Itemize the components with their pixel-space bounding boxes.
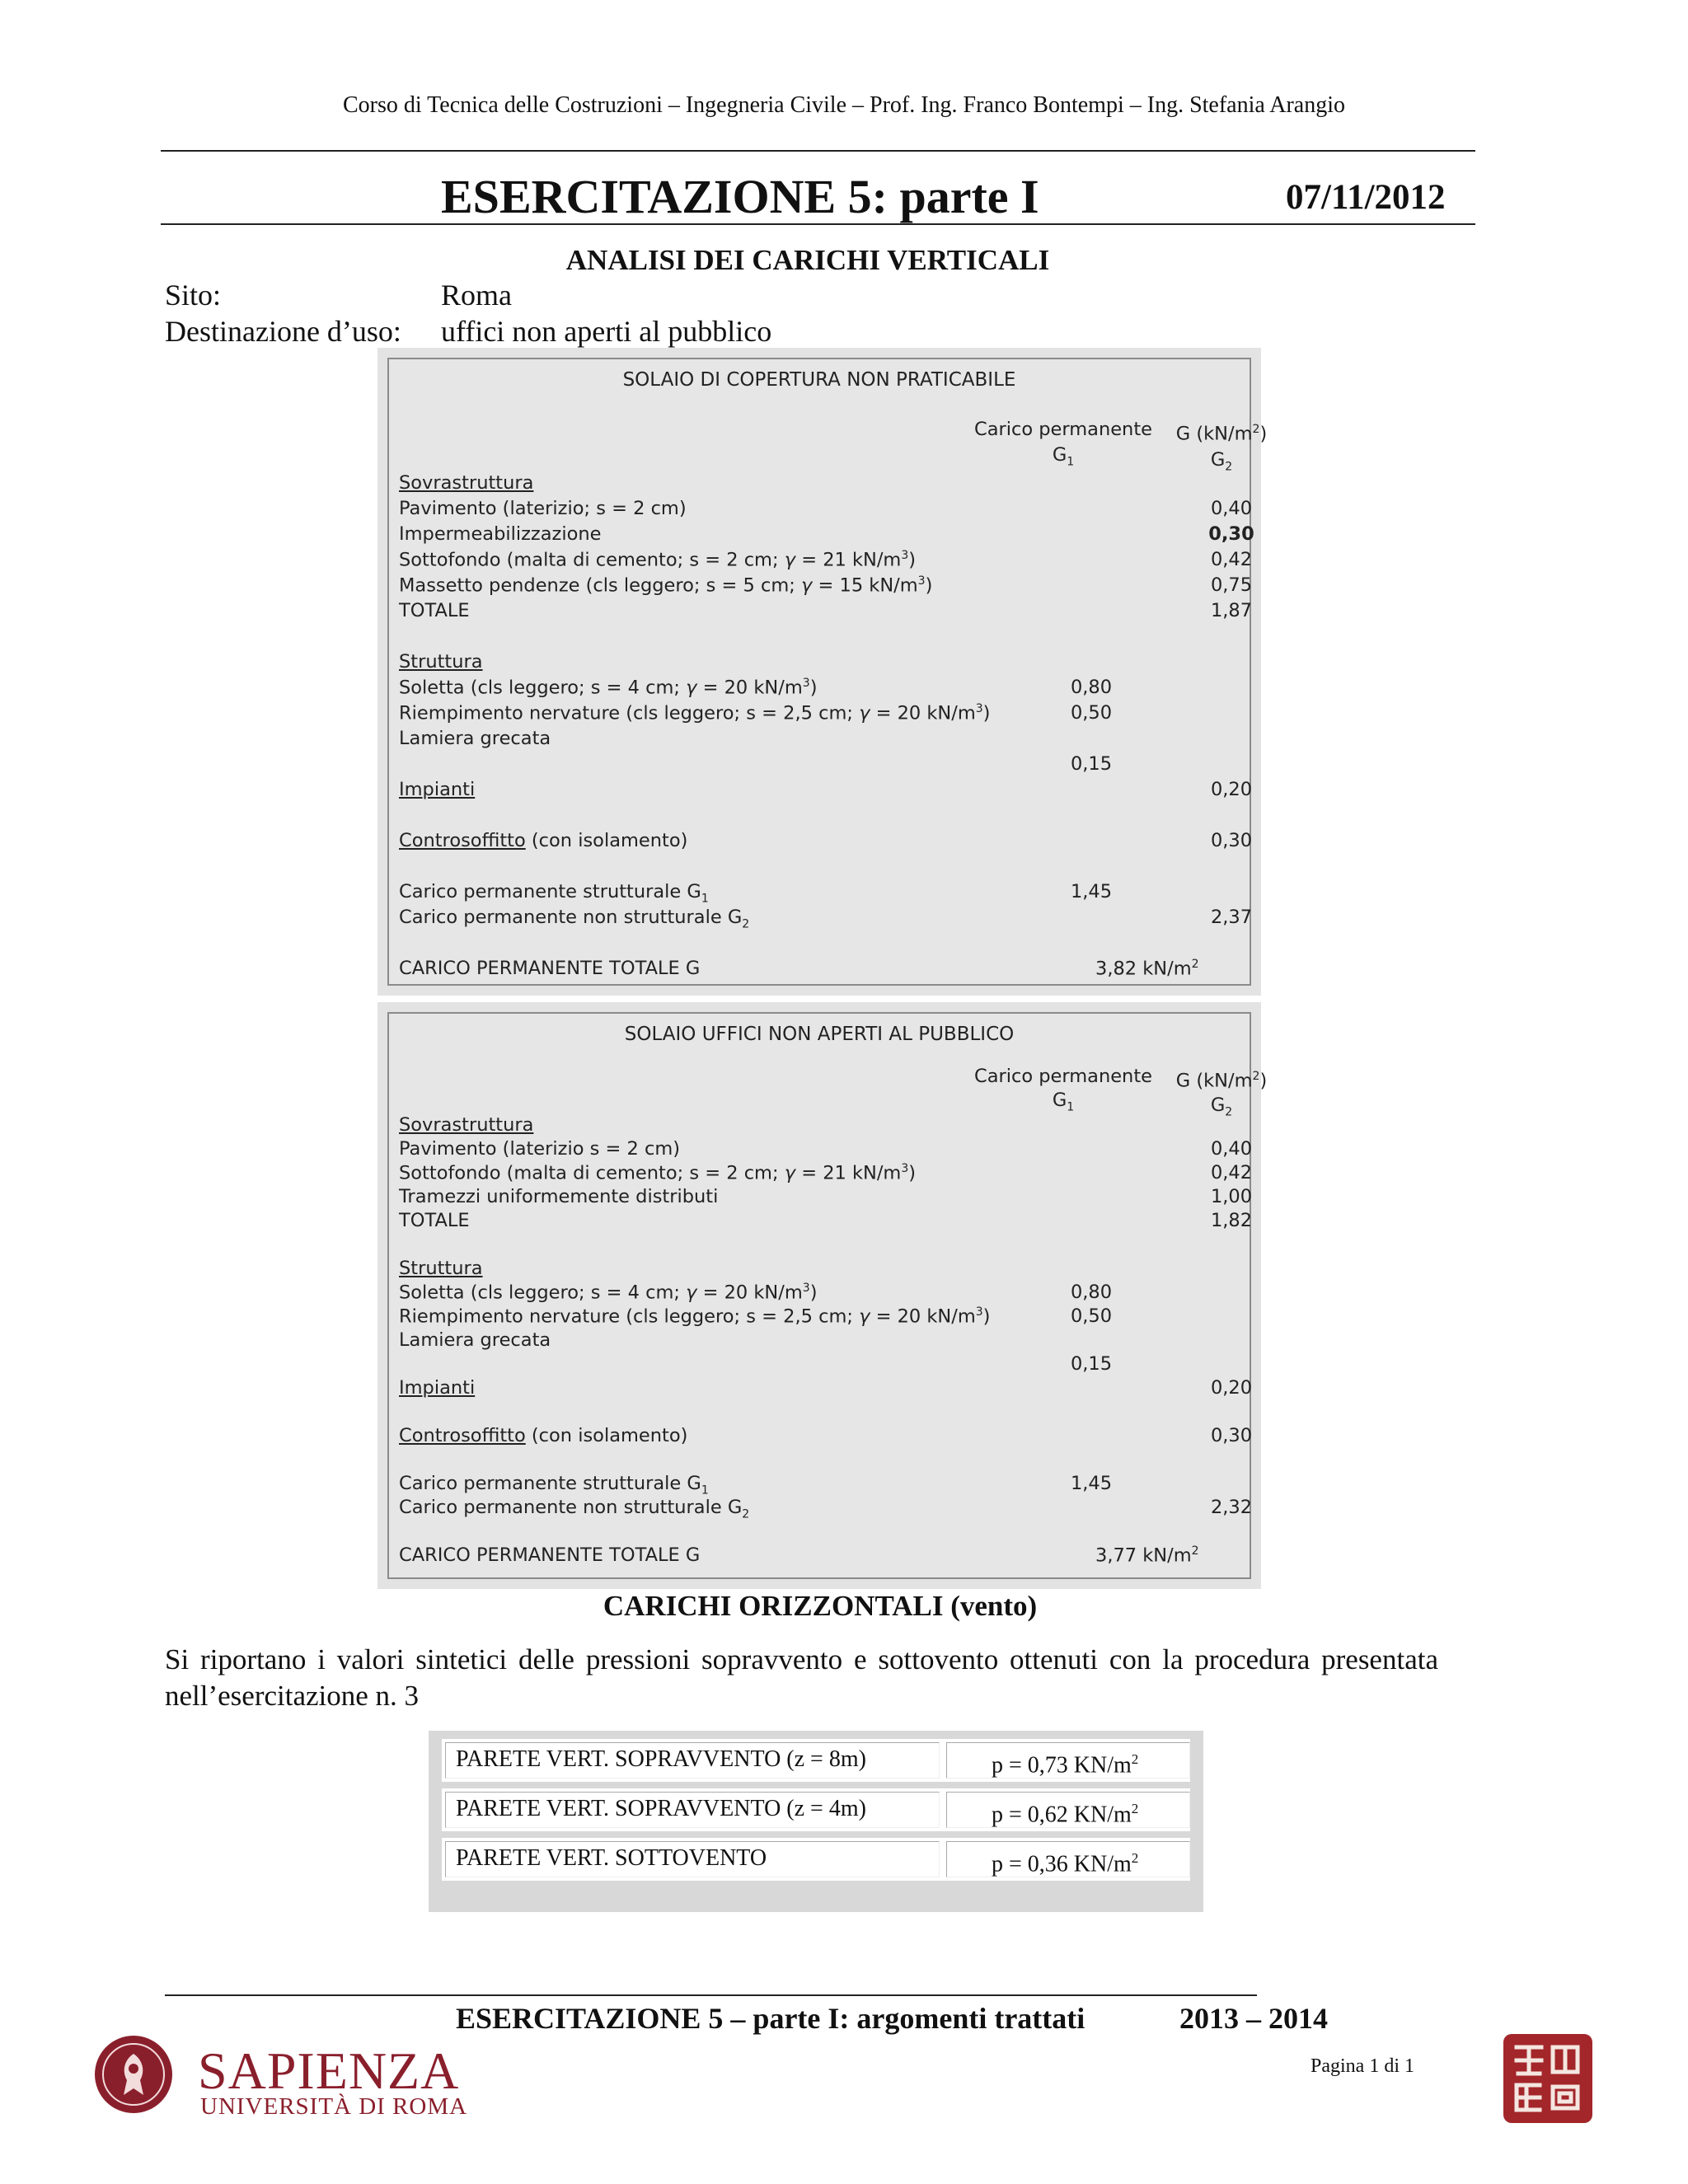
section-title-vertical-loads: ANALISI DEI CARICHI VERTICALI <box>565 244 1050 276</box>
table-row: Controsoffitto (con isolamento) 0,30 <box>399 1425 1256 1446</box>
value-g1: 0,15 <box>1070 753 1113 775</box>
value-g2: 2,37 <box>1210 907 1253 928</box>
value-g2: 0,40 <box>1210 498 1253 519</box>
footer-year: 2013 – 2014 <box>1179 2002 1328 2035</box>
header-rule <box>161 150 1475 152</box>
table-row: Soletta (cls leggero; s = 4 cm; γ = 20 $kN/m^3$) 0,80 <box>399 1282 1256 1304</box>
group-heading: Sovrastruttura <box>399 472 534 494</box>
table-row: Sottofondo (malta di cemento; s = 2 cm; γ = 21 $kN/m^3$) 0,42 <box>399 1162 1256 1184</box>
wind-value: p = 0,62 $KN/m^2$ <box>946 1792 1190 1828</box>
wind-label: PARETE VERT. SOTTOVENTO <box>445 1841 940 1877</box>
value-g1: 1,45 <box>1070 881 1113 902</box>
table-row: Massetto pendenze (cls leggero; s = 5 cm; γ = 15 $kN/m^3$) 0,75 <box>399 574 1256 597</box>
table-roof-slab <box>377 348 1268 996</box>
value-g2: 0,20 <box>1210 1377 1253 1399</box>
use-value: uffici non aperti al pubblico <box>441 315 772 348</box>
value-g1: 1,45 <box>1070 1473 1113 1494</box>
column-header-symbol: $G_1$ <box>1052 1090 1075 1114</box>
document-title: ESERCITAZIONE 5: parte I <box>441 170 1039 223</box>
footer-rule <box>165 1994 1257 1996</box>
value-g1: 0,80 <box>1070 677 1113 698</box>
value-g2: 1,00 <box>1210 1186 1253 1207</box>
value-g2: 0,42 <box>1210 549 1253 570</box>
page-number: Pagina 1 di 1 <box>1311 2055 1414 2077</box>
wind-label: PARETE VERT. SOPRAVVENTO (z = 4m) <box>445 1792 940 1828</box>
table-row: Soletta (cls leggero; s = 4 cm; γ = 20 $kN/m^3$) 0,80 <box>399 677 1256 699</box>
total-value: 3,82 $kN/m^2$ <box>1095 958 1199 980</box>
site-label: Sito: <box>165 279 222 312</box>
sapienza-wordmark: SAPIENZA <box>198 2041 460 2100</box>
wind-pressure-table <box>429 1731 1203 1912</box>
group-heading: Struttura <box>399 1258 483 1279</box>
section-title-horizontal-loads: CARICHI ORIZZONTALI (vento) <box>603 1590 1038 1622</box>
value-g2: 0,40 <box>1210 1138 1253 1160</box>
column-header-symbol: $G_2$ <box>1210 448 1233 473</box>
table-row <box>442 1739 1190 1782</box>
column-header-g1 <box>973 417 1154 476</box>
table-row: Pavimento (laterizio; s = 2 cm) 0,40 <box>399 498 1256 519</box>
table-row-grand-total: CARICO PERMANENTE TOTALE G 3,82 $kN/m^2$ <box>399 958 1199 980</box>
value-g2: 0,20 <box>1210 779 1253 800</box>
table-row: Carico permanente non strutturale $G_2$ 2,32 <box>399 1497 1256 1521</box>
table-row: Impermeabilizzazione 0,30 <box>399 523 1256 545</box>
column-header-symbol: $G_2$ <box>1210 1094 1233 1118</box>
red-chinese-seal-icon <box>1502 2032 1594 2129</box>
value-g2: 0,30 <box>1210 830 1253 851</box>
value-g1: 0,80 <box>1070 1282 1113 1303</box>
table-row-label: Lamiera grecata <box>399 728 551 749</box>
table-row-total: TOTALE 1,87 <box>399 600 1256 621</box>
value-g2: 1,87 <box>1210 600 1253 621</box>
total-value: 3,77 $kN/m^2$ <box>1095 1544 1199 1567</box>
column-header-label: Carico permanente <box>973 419 1152 440</box>
wind-label: PARETE VERT. SOPRAVVENTO (z = 8m) <box>445 1742 940 1779</box>
table-row: Riempimento nervature (cls leggero; s = 2,5 cm; γ = 20 $kN/m^3$) 0,50 <box>399 702 1256 724</box>
table-row: Impianti 0,20 <box>399 1377 1256 1399</box>
table-row-total: TOTALE 1,82 <box>399 1210 1256 1231</box>
column-header-g2 <box>1156 1065 1287 1124</box>
course-header: Corso di Tecnica delle Costruzioni – Ingegneria Civile – Prof. Ing. Franco Bontempi – Ing. Stefania Arangio <box>342 92 1346 118</box>
table-row: Carico permanente strutturale $G_1$ 1,45 <box>399 1473 1256 1497</box>
group-heading: Struttura <box>399 651 483 673</box>
value-g2: 0,42 <box>1210 1162 1253 1183</box>
table-row <box>442 1788 1190 1831</box>
table-row-label: Lamiera grecata <box>399 1329 551 1351</box>
table-title: SOLAIO UFFICI NON APERTI AL PUBBLICO <box>624 1024 1015 1045</box>
table-row: Sottofondo (malta di cemento; s = 2 cm; γ = 21 $kN/m^3$) 0,42 <box>399 549 1256 571</box>
wind-value: p = 0,73 $KN/m^2$ <box>946 1742 1190 1779</box>
table-row: Carico permanente strutturale $G_1$ 1,45 <box>399 881 1256 906</box>
table-row: Impianti 0,20 <box>399 779 1256 800</box>
column-header-label: G $(kN/m^2)$ <box>1175 1070 1268 1092</box>
table-row: Pavimento (laterizio s = 2 cm) 0,40 <box>399 1138 1256 1160</box>
footer-title: ESERCITAZIONE 5 – parte I: argomenti trattati <box>456 2002 1085 2035</box>
value-g1: 0,15 <box>1070 1353 1113 1375</box>
column-header-symbol: $G_1$ <box>1052 444 1075 469</box>
wind-value: p = 0,36 $KN/m^2$ <box>946 1841 1190 1877</box>
table-row: Carico permanente non strutturale $G_2$ 2,37 <box>399 907 1256 931</box>
table-row: Controsoffitto (con isolamento) 0,30 <box>399 830 1256 851</box>
column-header-label: Carico permanente <box>973 1066 1152 1087</box>
table-row <box>442 1838 1190 1881</box>
intro-paragraph: Si riportano i valori sintetici delle pressioni sopravvento e sottovento ottenuti con la procedura presentata nell’esercitazione n. 3 <box>165 1643 1438 1712</box>
value-g2: 0,30 <box>1208 523 1254 545</box>
column-header-g1 <box>973 1065 1154 1120</box>
table-row: Riempimento nervature (cls leggero; s = 2,5 cm; γ = 20 $kN/m^3$) 0,50 <box>399 1305 1256 1328</box>
value-g1: 0,50 <box>1070 702 1113 724</box>
value-g2: 2,32 <box>1210 1497 1253 1518</box>
table-title: SOLAIO DI COPERTURA NON PRATICABILE <box>622 369 1016 391</box>
group-heading: Sovrastruttura <box>399 1114 534 1136</box>
table-row: Tramezzi uniformemente distributi 1,00 <box>399 1186 1256 1207</box>
document-date: 07/11/2012 <box>1286 178 1446 217</box>
site-value: Roma <box>441 279 512 312</box>
sapienza-seal-icon <box>92 2029 175 2124</box>
table-office-slab <box>377 1002 1268 1589</box>
university-name: UNIVERSITÀ DI ROMA <box>200 2093 468 2120</box>
column-header-label: G $(kN/m^2)$ <box>1175 423 1268 445</box>
value-g2: 0,30 <box>1210 1425 1253 1446</box>
title-rule <box>161 223 1475 225</box>
table-row-grand-total: CARICO PERMANENTE TOTALE G 3,77 $kN/m^2$ <box>399 1544 1199 1567</box>
use-label: Destinazione d’uso: <box>165 315 401 348</box>
value-g2: 1,82 <box>1210 1210 1253 1231</box>
column-header-g2 <box>1156 417 1287 480</box>
value-g1: 0,50 <box>1070 1305 1113 1327</box>
value-g2: 0,75 <box>1210 574 1253 596</box>
